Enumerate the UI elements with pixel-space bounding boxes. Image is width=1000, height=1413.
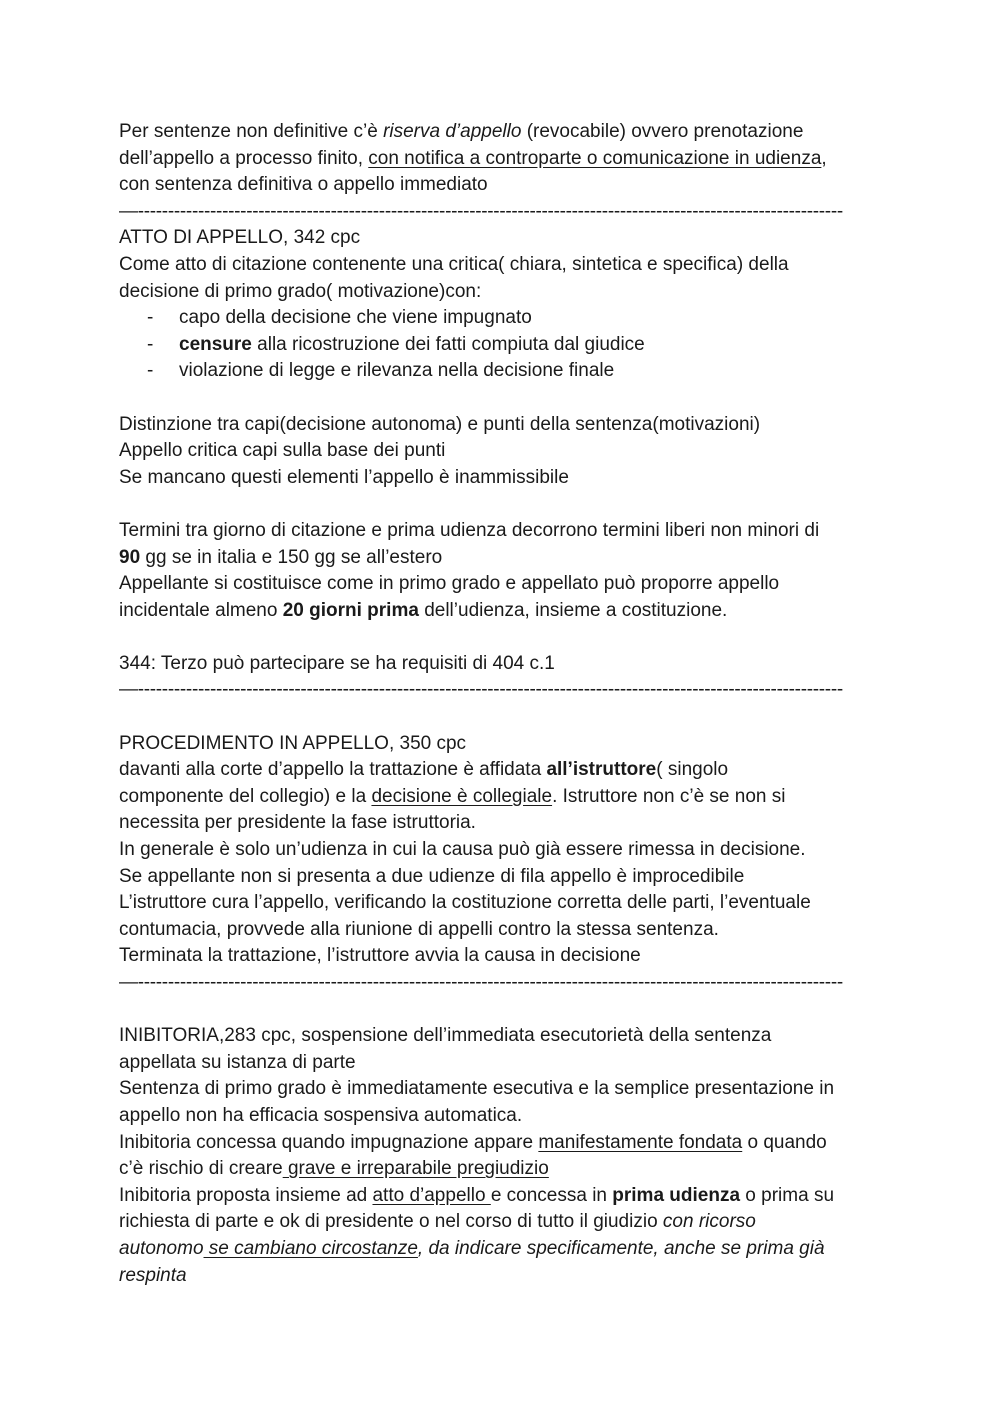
text-line [119, 1183, 889, 1210]
text-line [119, 651, 889, 678]
text-span: con sentenza definitiva o appello immediato [119, 174, 488, 196]
text-line [119, 1050, 889, 1077]
blank-line [119, 385, 889, 412]
text-span: PROCEDIMENTO IN APPELLO, 350 cpc [119, 732, 467, 754]
section-separator: —--------------------------------------------------------------------------------------------------------------------- [119, 679, 843, 701]
text-line [119, 119, 889, 146]
text-span: Per sentenze non definitive c’è [119, 121, 384, 142]
text-span: . Istruttore non c’è se non si [552, 785, 786, 807]
text-span: , [821, 147, 827, 169]
text-span: gg se in italia e 150 gg se all’estero [140, 546, 443, 568]
blank-line [119, 624, 889, 651]
blank-line [119, 704, 889, 731]
text-span: 344: Terzo può partecipare se ha requisiti di 404 c.1 [119, 652, 555, 674]
text-line [119, 571, 889, 598]
text-line [119, 598, 889, 625]
text-span: Inibitoria proposta insieme ad [119, 1184, 373, 1206]
text-line [119, 1156, 889, 1183]
text-span: e concessa in [490, 1184, 613, 1206]
text-line [119, 1023, 889, 1050]
text-line [119, 757, 889, 784]
text-span: alla ricostruzione dei fatti compiuta dal giudice [251, 333, 645, 355]
text-line [119, 172, 889, 199]
text-span: con ricorso [662, 1211, 756, 1233]
text-line [119, 545, 889, 572]
text-line [119, 810, 889, 837]
section-separator: —--------------------------------------------------------------------------------------------------------------------- [119, 200, 843, 222]
text-span: c’è rischio di creare [119, 1158, 283, 1180]
text-span: incidentale almeno [119, 599, 283, 621]
text-span: all’istruttore [546, 759, 657, 781]
text-span: appellata su istanza di parte [119, 1051, 356, 1073]
blank-line [119, 491, 889, 518]
section-separator: —--------------------------------------------------------------------------------------------------------------------- [119, 972, 843, 993]
text-span: grave e irreparabile pregiudizio [282, 1158, 549, 1180]
text-line [119, 1103, 889, 1130]
text-span: 20 giorni prima [282, 599, 419, 621]
text-span: richiesta di parte e ok di presidente o nel corso di tutto il giudizio [119, 1211, 663, 1233]
text-span: Appello critica capi sulla base dei punti [119, 440, 446, 462]
text-line [119, 837, 889, 864]
text-line [119, 146, 889, 173]
text-span: (revocabile) ovvero prenotazione [521, 121, 804, 142]
text-line [119, 225, 889, 252]
text-span: Se appellante non si presenta a due udienze di fila appello è improcedibile [119, 865, 745, 887]
text-line [119, 412, 889, 439]
text-span: riserva d’appello [383, 121, 522, 142]
bullet-dash: - [147, 360, 154, 382]
text-line [119, 784, 889, 811]
text-span: Come atto di citazione contenente una critica( chiara, sintetica e specifica) della [119, 253, 789, 275]
text-span: violazione di legge e rilevanza nella decisione finale [179, 360, 615, 382]
text-span: davanti alla corte d’appello la trattazione è affidata [119, 759, 547, 781]
bullet-dash: - [147, 333, 154, 355]
bullet-item [119, 358, 889, 385]
text-line [119, 1130, 889, 1157]
text-span: componente del collegio) e la [119, 785, 372, 807]
text-line [119, 279, 889, 306]
bullet-item [119, 332, 889, 359]
text-span: atto d’appello [372, 1184, 491, 1206]
text-span: In generale è solo un’udienza in cui la causa può già essere rimessa in decisione. [119, 839, 806, 861]
text-span: o prima su [740, 1184, 835, 1206]
blank-line [119, 997, 889, 1024]
bullet-dash: - [147, 307, 154, 329]
bullet-item [119, 305, 889, 332]
text-line [119, 1076, 889, 1103]
text-span: autonomo [119, 1237, 204, 1259]
text-span: INIBITORIA,283 cpc, sospensione dell’immediata esecutorietà della sentenza [119, 1025, 772, 1047]
text-span: ATTO DI APPELLO, 342 cpc [119, 227, 361, 249]
text-span: dell’appello a processo finito, [119, 147, 369, 169]
text-span: ( singolo [656, 759, 729, 781]
text-span: L’istruttore cura l’appello, verificando la costituzione corretta delle parti, l’eventuale [119, 892, 811, 914]
text-line [119, 864, 889, 891]
text-line [119, 465, 889, 492]
text-line [119, 518, 889, 545]
text-span: manifestamente fondata [538, 1131, 743, 1153]
text-line [119, 1263, 889, 1290]
text-span: contumacia, provvede alla riunione di appelli contro la stessa sentenza. [119, 918, 719, 940]
text-span: necessita per presidente la fase istruttoria. [119, 812, 476, 834]
text-line [119, 1236, 889, 1263]
text-span: Sentenza di primo grado è immediatamente esecutiva e la semplice presentazione in [119, 1078, 835, 1100]
text-span: decisione è collegiale [371, 785, 553, 807]
text-span: Distinzione tra capi(decisione autonoma) e punti della sentenza(motivazioni) [119, 413, 761, 435]
text-span: respinta [119, 1264, 187, 1286]
text-span: Termini tra giorno di citazione e prima udienza decorrono termini liberi non minori di [119, 519, 820, 541]
text-span: , da indicare specificamente, anche se prima già [417, 1237, 825, 1259]
text-span: appello non ha efficacia sospensiva automatica. [119, 1104, 523, 1126]
text-span: con notifica a controparte o comunicazione in udienza [368, 147, 822, 169]
text-span: se cambiano circostanze [203, 1237, 418, 1259]
text-span: decisione di primo grado( motivazione)con: [119, 280, 482, 302]
text-span: Appellante si costituisce come in primo grado e appellato può proporre appello [119, 573, 780, 595]
text-span: o quando [742, 1131, 827, 1153]
text-line [119, 731, 889, 758]
text-span: prima udienza [612, 1184, 741, 1206]
text-line [119, 438, 889, 465]
text-line [119, 890, 889, 917]
text-span: 90 [119, 546, 141, 568]
text-span: capo della decisione che viene impugnato [179, 307, 532, 329]
text-line [119, 943, 889, 970]
text-span: Terminata la trattazione, l’istruttore avvia la causa in decisione [119, 945, 641, 967]
text-line [119, 252, 889, 279]
text-span: censure [179, 333, 252, 355]
text-line [119, 1209, 889, 1236]
document-page [119, 119, 889, 1289]
text-line [119, 917, 889, 944]
text-span: dell’udienza, insieme a costituzione. [418, 599, 728, 621]
text-span: Inibitoria concessa quando impugnazione appare [119, 1131, 539, 1153]
text-span: Se mancano questi elementi l’appello è inammissibile [119, 466, 569, 488]
